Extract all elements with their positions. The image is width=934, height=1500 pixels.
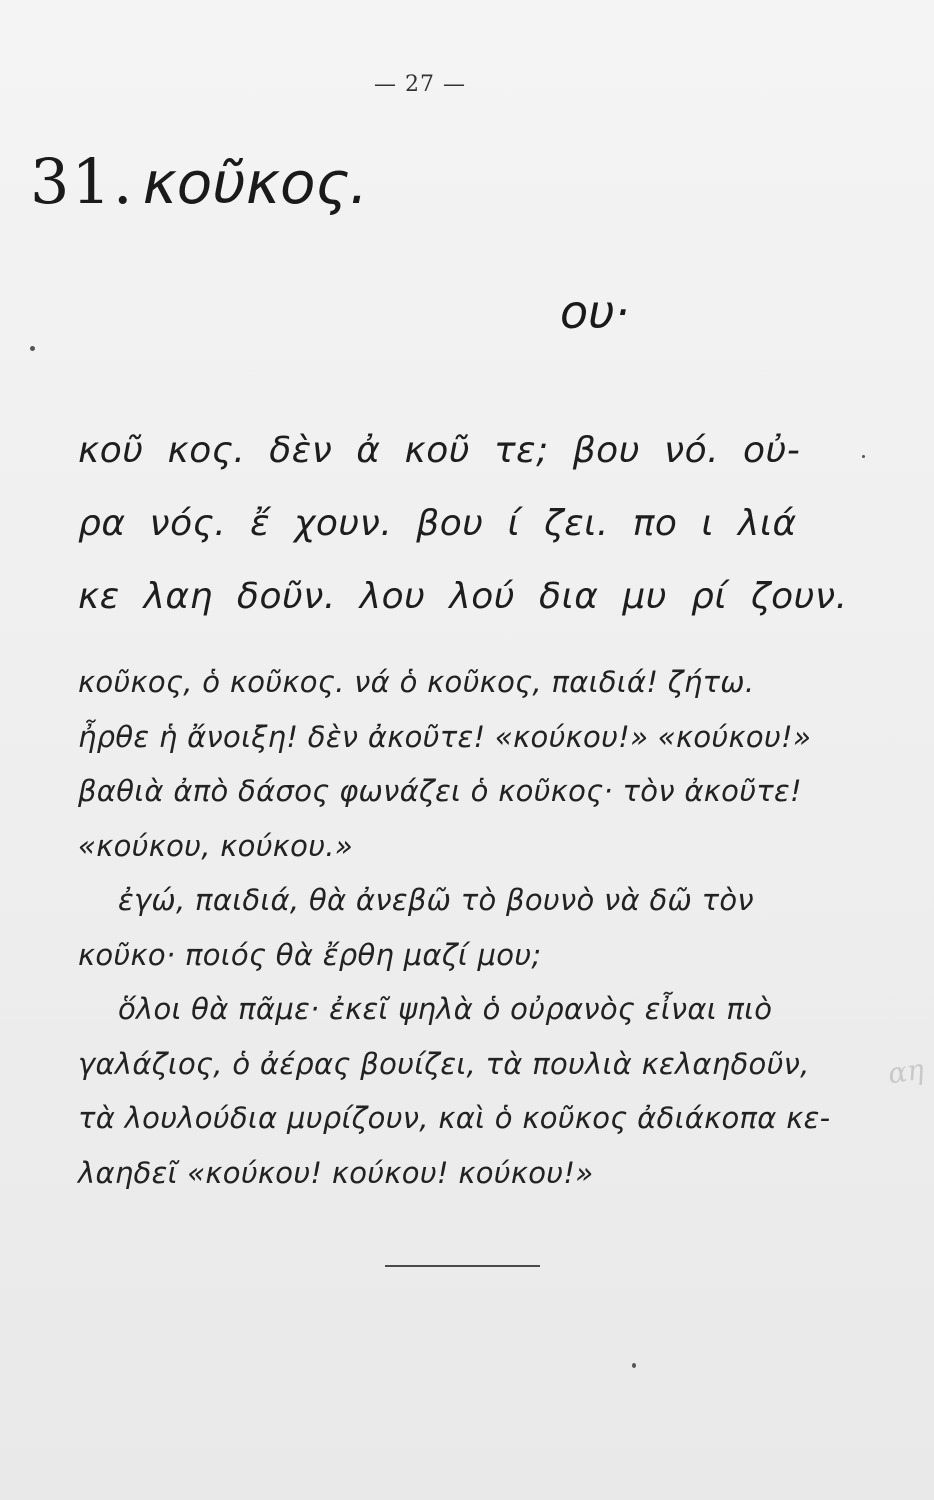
syllable-line: κε λαη δοῦν. λου λού δια μυ ρί ζουν. [78, 576, 848, 617]
passage-line: ἐγώ, παιδιά, θὰ ἀνεβῶ τὸ βουνὸ νὰ δῶ τὸν [118, 883, 754, 917]
passage-line: βαθιὰ ἀπὸ δάσος φωνάζει ὁ κοῦκος· τὸν ἀκοῦτε! [78, 774, 802, 808]
passage-line: «κούκου, κούκου.» [78, 828, 354, 863]
lesson-word: κοῦκος. [142, 149, 368, 217]
ink-speck [632, 1363, 636, 1368]
reading-passage [78, 665, 848, 1210]
ink-speck [30, 346, 35, 351]
passage-line: κοῦκο· ποιός θὰ ἔρθη μαζί μου; [78, 937, 542, 972]
passage-line: γαλάζιος, ὁ ἀέρας βουίζει, τὰ πουλιὰ κελαηδοῦν, [78, 1046, 810, 1081]
syllable-line: ρα νός. ἔ χουν. βου ί ζει. πο ι λιά [78, 503, 797, 544]
page-number: — 27 — [374, 72, 466, 97]
syllable-drill [78, 430, 848, 649]
margin-note: αη [885, 1052, 926, 1091]
passage-line: τὰ λουλούδια μυρίζουν, καὶ ὁ κοῦκος ἀδιάκοπα κε- [78, 1101, 831, 1135]
lesson-title [30, 145, 368, 218]
syllable-line: κοῦ κος. δὲν ἀ κοῦ τε; βου νό. οὐ- [78, 430, 801, 471]
ink-speck [862, 455, 865, 458]
passage-line: ἦρθε ἡ ἄνοιξη! δὲν ἀκοῦτε! «κούκου!» «κούκου!» [78, 719, 812, 754]
lesson-number: 31. [30, 145, 135, 218]
passage-line: ὅλοι θὰ πᾶμε· ἐκεῖ ψηλὰ ὁ οὐρανὸς εἶναι πιὸ [118, 992, 773, 1026]
passage-line: κοῦκος, ὁ κοῦκος. νά ὁ κοῦκος, παιδιά! ζήτω. [78, 665, 755, 699]
passage-line: λαηδεῖ «κούκου! κούκου! κούκου!» [78, 1155, 594, 1190]
syllable-focus: ου· [560, 285, 630, 339]
section-divider [385, 1265, 540, 1267]
